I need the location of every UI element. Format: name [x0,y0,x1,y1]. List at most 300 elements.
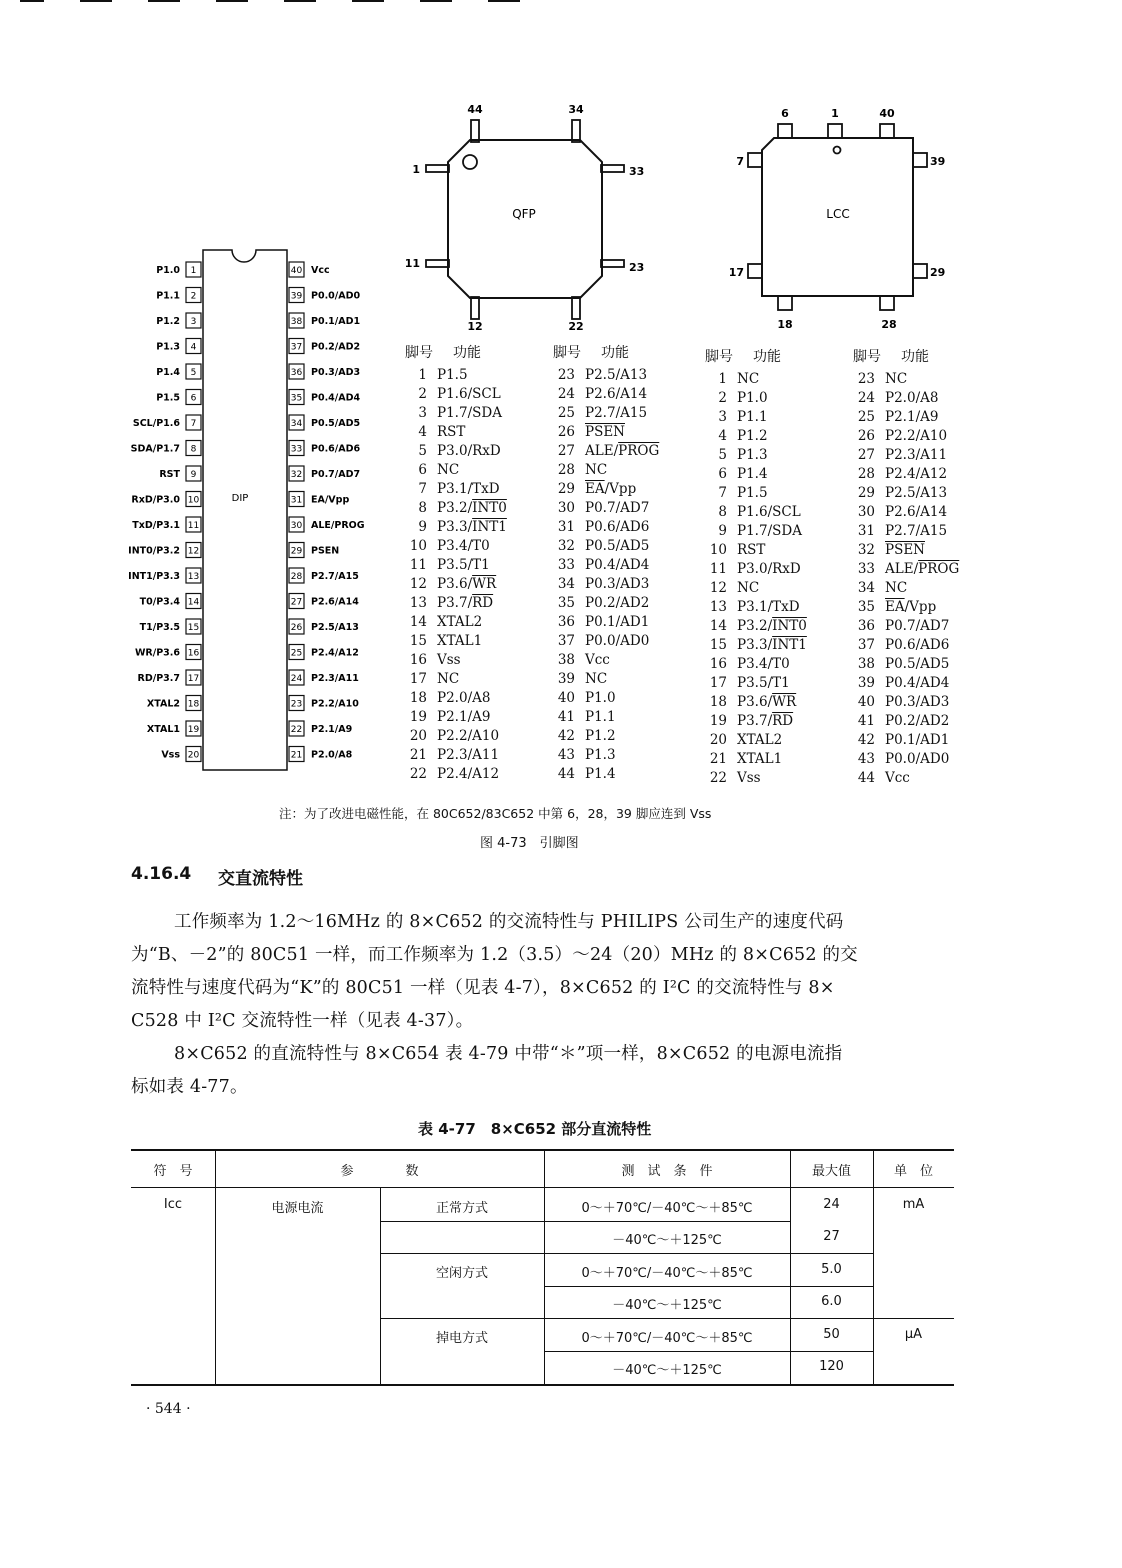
qfp-pin-label: 23 [629,261,645,274]
unit-cell: μA [904,1327,923,1342]
pin-function: P0.5/AD5 [585,538,650,554]
pin-number: 29 [857,485,875,501]
dip-pin-number: 8 [190,444,197,455]
pin-number: 13 [409,595,427,611]
max-value-cell: 6.0 [821,1294,842,1309]
lcc-pin-label: 18 [777,318,793,331]
dip-pin-name: Vcc [311,265,330,276]
dip-pin-name: RxD/P3.0 [131,494,180,506]
dip-pin-name: SCL/P1.6 [132,418,180,429]
pin-function: P0.6/AD6 [885,637,950,653]
pin-function: P2.2/A10 [885,428,948,444]
paragraph-line: 为“B、－2”的 80C51 一样，而工作频率为 1.2（3.5）～24（20）MHz 的 8×C652 的交 [131,945,858,965]
dip-pin-number: 23 [290,699,303,710]
pin-function: XTAL2 [737,732,783,748]
dip-pin-name: SDA/P1.7 [130,443,180,455]
pin-number: 18 [709,694,727,710]
max-value-cell: 24 [823,1197,840,1212]
dip-pin-name: PSEN [311,545,340,557]
dip-pin-name: P2.5/A13 [311,622,359,633]
section-number: 4.16.4 [131,864,192,884]
lcc-pin-label: 17 [728,266,744,279]
qfp-pin-label: 1 [412,163,420,176]
dip-pin-name: T1/P3.5 [139,622,180,633]
pin-function: NC [437,671,460,687]
lcc-pin-label: 39 [930,155,946,168]
pin-function: ALE/PROG [585,443,660,459]
pin-number: 42 [857,732,875,748]
mode-cell: 正常方式 [435,1201,488,1216]
pin-function: NC [737,371,760,387]
dip-pin-name: XTAL1 [146,724,180,735]
pin-number: 10 [409,538,427,554]
dip-pin-number: 27 [290,597,303,608]
pin-number: 31 [557,519,575,535]
pin-number: 20 [709,732,727,748]
pin-function: P3.1/TxD [437,481,500,497]
symbol-cell: Icc [163,1197,183,1212]
pin-number: 24 [857,390,875,406]
pin-function: NC [885,580,908,596]
max-value-cell: 50 [823,1327,840,1342]
pin-number: 2 [718,390,727,406]
pin-function: P1.2 [737,428,768,444]
pin-function: P0.5/AD5 [885,656,950,672]
pin-function: P1.6/SCL [437,386,501,402]
dip-pin-number: 17 [187,674,200,684]
pin-number: 24 [557,386,575,402]
dip-pin-number: 31 [290,495,303,506]
dip-pin-number: 4 [190,342,197,353]
pin-function: P0.4/AD4 [585,557,650,573]
pin-function: Vss [437,652,461,668]
condition-cell: －40℃～＋125℃ [612,1298,722,1313]
dip-pin-number: 37 [290,342,303,353]
mode-cell: 掉电方式 [435,1331,488,1346]
dip-label: DIP [231,493,249,504]
pin-number: 35 [557,595,575,611]
pin-number: 21 [709,751,727,767]
pin-header: 脚号 [553,345,581,361]
pin-function: PSEN [885,542,925,558]
pin-number: 9 [718,523,727,539]
pin-function: ALE/PROG [885,561,960,577]
qfp-pin-label: 11 [404,257,420,270]
pin-number: 14 [709,618,727,634]
max-value-cell: 27 [823,1229,840,1244]
pin-number: 15 [709,637,727,653]
pin-header: 脚号 [853,349,881,365]
pin-header: 脚号 [705,349,733,365]
pin-number: 12 [409,576,427,592]
page-number: · 544 · [146,1401,191,1417]
figure-caption: 图 4-73 引脚图 [480,836,579,851]
pin-number: 44 [857,770,875,786]
dip-pin-number: 24 [290,674,303,684]
pin-function: P0.2/AD2 [585,595,650,611]
pin-function: P2.5/A13 [585,367,648,383]
pin-function: P3.5/T1 [737,675,790,691]
pin-function: P2.0/A8 [437,690,491,706]
pin-number: 10 [709,542,727,558]
max-value-cell: 5.0 [821,1262,842,1277]
pin-number: 7 [718,485,727,501]
pin-number: 19 [709,713,727,729]
lcc-pin-label: 40 [879,107,895,120]
pin-function: P1.4 [737,466,768,482]
dip-pin-name: EA/Vpp [311,494,350,506]
pin-number: 6 [418,462,427,478]
header-parameter: 参 数 [340,1164,419,1179]
pin-function: $\overline{EA}$/Vpp [585,481,637,497]
dip-pin-name: P1.5 [156,392,180,404]
dip-pin-name: RST [159,469,180,480]
pin-function: P0.7/AD7 [885,618,950,634]
pin-function: Vss [737,770,761,786]
pin-number: 8 [718,504,727,520]
pin-number: 19 [409,709,427,725]
pin-number: 37 [857,637,875,653]
paragraph-line: 标如表 4-77。 [131,1077,248,1097]
pin-number: 11 [409,557,427,573]
dip-pin-name: P1.4 [156,367,180,378]
dip-pin-number: 11 [187,521,200,531]
pin-function: P1.7/SDA [737,523,802,539]
pin-function: P1.2 [585,728,616,744]
pin-function: P3.2/INT0 [737,618,807,634]
dip-pin-number: 38 [290,317,303,327]
pin-number: 28 [557,462,575,478]
pin-function: P0.6/AD6 [585,519,650,535]
lcc-pin-table [705,348,995,788]
pin-function: P3.0/RxD [737,561,801,577]
dip-pin-number: 19 [187,725,200,735]
dip-pin-number: 3 [190,317,197,327]
pin-number: 25 [857,409,875,425]
function-header: 功能 [901,349,929,365]
pin-number: 23 [557,367,575,383]
pin-function: P2.7/A15 [885,523,948,539]
pin-function: $\overline{EA}$/Vpp [885,599,937,615]
condition-cell: －40℃～＋125℃ [612,1363,722,1378]
pin-function: P1.3 [737,447,768,463]
pin-number: 16 [409,652,427,668]
dip-pin-name: P0.1/AD1 [311,316,361,327]
pin-number: 34 [557,576,575,592]
pin-function: P0.1/AD1 [585,614,650,630]
lcc-package [729,107,946,331]
pin-function: $P3.6/\overline{WR}$ [437,576,497,592]
dip-pin-name: TxD/P3.1 [132,520,180,531]
pin-function: NC [585,462,608,478]
pin-function: XTAL1 [737,751,783,767]
pin-number: 43 [857,751,875,767]
dip-pin-name: P1.2 [156,316,180,327]
pin-number: 40 [857,694,875,710]
pin-function: P2.3/A11 [885,447,948,463]
pin-function: RST [737,542,766,558]
dip-pin-number: 22 [290,725,303,735]
qfp-pin-label: 22 [568,320,584,333]
parameter-cell: 电源电流 [271,1201,324,1216]
dip-pin-name: P2.4/A12 [311,647,359,659]
pin-number: 21 [409,747,427,763]
dip-pin-number: 25 [290,648,303,659]
pin-function: NC [737,580,760,596]
pin-number: 16 [709,656,727,672]
dip-pin-name: XTAL2 [146,698,180,710]
pin-number: 26 [857,428,875,444]
section-title: 交直流特性 [218,869,303,889]
dip-pin-name: P0.0/AD0 [311,290,361,302]
pin-function: P0.3/AD3 [885,694,950,710]
dip-pin-name: P0.7/AD7 [311,469,361,480]
pin-function: P2.4/A12 [885,466,948,482]
qfp-pin-label: 33 [629,165,645,178]
dip-pin-number: 2 [190,291,197,302]
pin-function: PSEN [585,424,625,440]
pin-function: NC [585,671,608,687]
pin-number: 5 [718,447,727,463]
pin-function: P1.0 [585,690,616,706]
header-symbol: 符 号 [153,1164,193,1179]
function-header: 功能 [601,345,629,361]
lcc-pin-label: 29 [930,266,946,279]
pin-function: Vcc [585,652,610,668]
pin-number: 34 [857,580,875,596]
pin-number: 4 [718,428,727,444]
pin-number: 32 [557,538,575,554]
qfp-label: QFP [512,207,536,221]
pin-number: 13 [709,599,727,615]
dip-pin-name: P1.0 [156,265,180,276]
pin-function: P3.3/INT1 [737,637,807,653]
pin-number: 2 [418,386,427,402]
pin-number: 41 [557,709,575,725]
dip-pin-number: 36 [290,368,303,378]
pin-function: $P3.7/\overline{RD}$ [437,595,494,611]
pin-number: 15 [409,633,427,649]
pin-number: 3 [418,405,427,421]
pin-number: 26 [557,424,575,440]
pin-number: 33 [857,561,875,577]
dip-pin-name: WR/P3.6 [134,647,180,659]
dip-pin-name: P2.6/A14 [311,596,359,608]
pin-number: 31 [857,523,875,539]
dip-pin-number: 29 [290,546,303,557]
pin-number: 14 [409,614,427,630]
dip-pin-name: P0.6/AD6 [311,443,361,455]
mode-cell: 空闲方式 [435,1266,488,1281]
dip-pin-number: 12 [187,546,200,557]
lcc-pin-label: 28 [881,318,897,331]
pin-function: P0.0/AD0 [585,633,650,649]
pin-number: 39 [557,671,575,687]
qfp-pin-label: 34 [568,103,584,116]
pin-number: 25 [557,405,575,421]
pin-number: 43 [557,747,575,763]
pin-function: P1.1 [737,409,768,425]
pin-function: P2.0/A8 [885,390,939,406]
pin-function: P2.2/A10 [437,728,500,744]
dip-pin-number: 18 [187,699,200,710]
pin-function: P1.0 [737,390,768,406]
pin-number: 33 [557,557,575,573]
pin-number: 30 [557,500,575,516]
pin-number: 8 [418,500,427,516]
pin-number: 38 [857,656,875,672]
dip-pin-number: 5 [190,368,197,378]
dip-pin-number: 21 [290,750,303,761]
dip-pin-number: 28 [290,572,303,582]
dip-pin-number: 14 [187,597,200,608]
dip-pin-number: 33 [290,444,303,455]
dip-pin-name: P1.3 [156,341,180,353]
pin-number: 7 [418,481,427,497]
dip-pin-name: P0.2/AD2 [311,341,361,353]
pin-number: 40 [557,690,575,706]
pin-function: P2.4/A12 [437,766,500,782]
dip-pin-number: 1 [190,266,197,276]
dip-pin-name: INT1/P3.3 [128,571,180,582]
pin-function: P2.1/A9 [885,409,939,425]
dip-pin-name: P0.4/AD4 [311,392,361,404]
pin-function: P0.4/AD4 [885,675,950,691]
pin-function: P1.6/SCL [737,504,801,520]
pin-function: P0.3/AD3 [585,576,650,592]
paragraph-line: 流特性与速度代码为“K”的 80C51 一样（见表 4-7），8×C652 的 I²C 的交流特性与 8× [131,978,835,998]
pin-number: 18 [409,690,427,706]
pin-function: P2.3/A11 [437,747,500,763]
dip-pin-name: P2.3/A11 [311,673,359,684]
pin-number: 28 [857,466,875,482]
dip-pin-number: 13 [187,572,200,582]
dip-pin-number: 39 [290,291,303,302]
dip-pin-number: 34 [290,419,303,429]
pin-number: 3 [718,409,727,425]
dip-pin-name: P1.1 [156,290,180,302]
table-title: 表 4-77 8×C652 部分直流特性 [418,1120,652,1138]
pin-number: 27 [857,447,875,463]
pin-function: RST [437,424,466,440]
dip-pin-number: 7 [190,419,197,429]
dip-pin-name: P2.2/A10 [311,698,359,710]
dip-pin-name: ALE/PROG [311,520,365,531]
pin-function: P0.7/AD7 [585,500,650,516]
dip-pin-name: P0.5/AD5 [311,418,361,429]
pin-number: 9 [418,519,427,535]
pin-number: 36 [857,618,875,634]
pin-number: 22 [709,770,727,786]
pin-number: 5 [418,443,427,459]
pin-header: 脚号 [405,345,433,361]
pin-number: 30 [857,504,875,520]
pin-function: P1.4 [585,766,616,782]
qfp-pin-table [405,344,695,784]
dip-pin-number: 32 [290,470,303,480]
dip-pin-number: 40 [290,266,303,276]
dip-pin-number: 6 [190,393,197,404]
condition-cell: 0～＋70℃/－40℃～＋85℃ [581,1266,753,1281]
header-condition: 测 试 条 件 [621,1164,713,1179]
dip-pin-number: 26 [290,623,303,633]
pin-number: 38 [557,652,575,668]
pin-number: 1 [418,367,427,383]
pin-function: P0.2/AD2 [885,713,950,729]
pin-number: 11 [709,561,727,577]
pin-number: 29 [557,481,575,497]
pin-number: 39 [857,675,875,691]
pin-number: 4 [418,424,427,440]
dip-pin-name: P0.3/AD3 [311,367,361,378]
pin-number: 35 [857,599,875,615]
pin-function: P2.5/A13 [885,485,948,501]
pin-number: 32 [857,542,875,558]
paragraph-line: 8×C652 的直流特性与 8×C654 表 4-79 中带“＊”项一样，8×C652 的电源电流指 [174,1044,843,1064]
pin-function: P0.1/AD1 [885,732,950,748]
pin-number: 27 [557,443,575,459]
pin-function: P3.3/INT1 [437,519,507,535]
pin-function: P2.6/A14 [885,504,948,520]
pin-function: P1.1 [585,709,616,725]
pin-function: $P3.7/\overline{RD}$ [737,713,794,729]
pin-function: P1.5 [737,485,768,501]
lcc-label: LCC [826,207,850,221]
dip-pin-name: P2.0/A8 [311,749,353,761]
pin-number: 37 [557,633,575,649]
pin-function: P1.5 [437,367,468,383]
dip-pin-number: 9 [190,470,197,480]
dip-pin-name: P2.7/A15 [311,571,359,582]
pin-function: P3.4/T0 [737,656,790,672]
paragraph-line: 工作频率为 1.2～16MHz 的 8×C652 的交流特性与 PHILIPS 公司生产的速度代码 [174,912,844,932]
pin-function: NC [437,462,460,478]
lcc-pin-label: 1 [831,107,839,120]
pin-number: 1 [718,371,727,387]
pin-function: XTAL2 [437,614,483,630]
pin-number: 23 [857,371,875,387]
header-max: 最大值 [811,1164,851,1179]
dip-pin-name: RD/P3.7 [137,673,180,684]
lcc-pin-label: 7 [736,155,744,168]
pin-number: 42 [557,728,575,744]
pin-function: P3.2/INT0 [437,500,507,516]
dip-pin-name: Vss [161,749,180,761]
dip-pin-number: 35 [290,393,303,404]
lcc-pin-label: 6 [781,107,789,120]
max-value-cell: 120 [819,1359,844,1374]
pin-function: P1.7/SDA [437,405,502,421]
pin-function: P3.1/TxD [737,599,800,615]
dip-pin-number: 20 [187,750,200,761]
header-unit: 单 位 [893,1164,933,1179]
pin-number: 12 [709,580,727,596]
pin-function: XTAL1 [437,633,483,649]
pin-number: 6 [718,466,727,482]
pin-function: P2.6/A14 [585,386,648,402]
pin-function: $P3.6/\overline{WR}$ [737,694,797,710]
function-header: 功能 [753,349,781,365]
qfp-pin-label: 44 [467,103,483,116]
qfp-pin-label: 12 [467,320,483,333]
unit-cell: mA [902,1197,925,1212]
pin-function: P2.1/A9 [437,709,491,725]
pin-function: NC [885,371,908,387]
dip-pin-name: T0/P3.4 [139,596,180,608]
dip-pin-number: 30 [290,521,303,531]
pin-function: Vcc [885,770,910,786]
pin-number: 22 [409,766,427,782]
